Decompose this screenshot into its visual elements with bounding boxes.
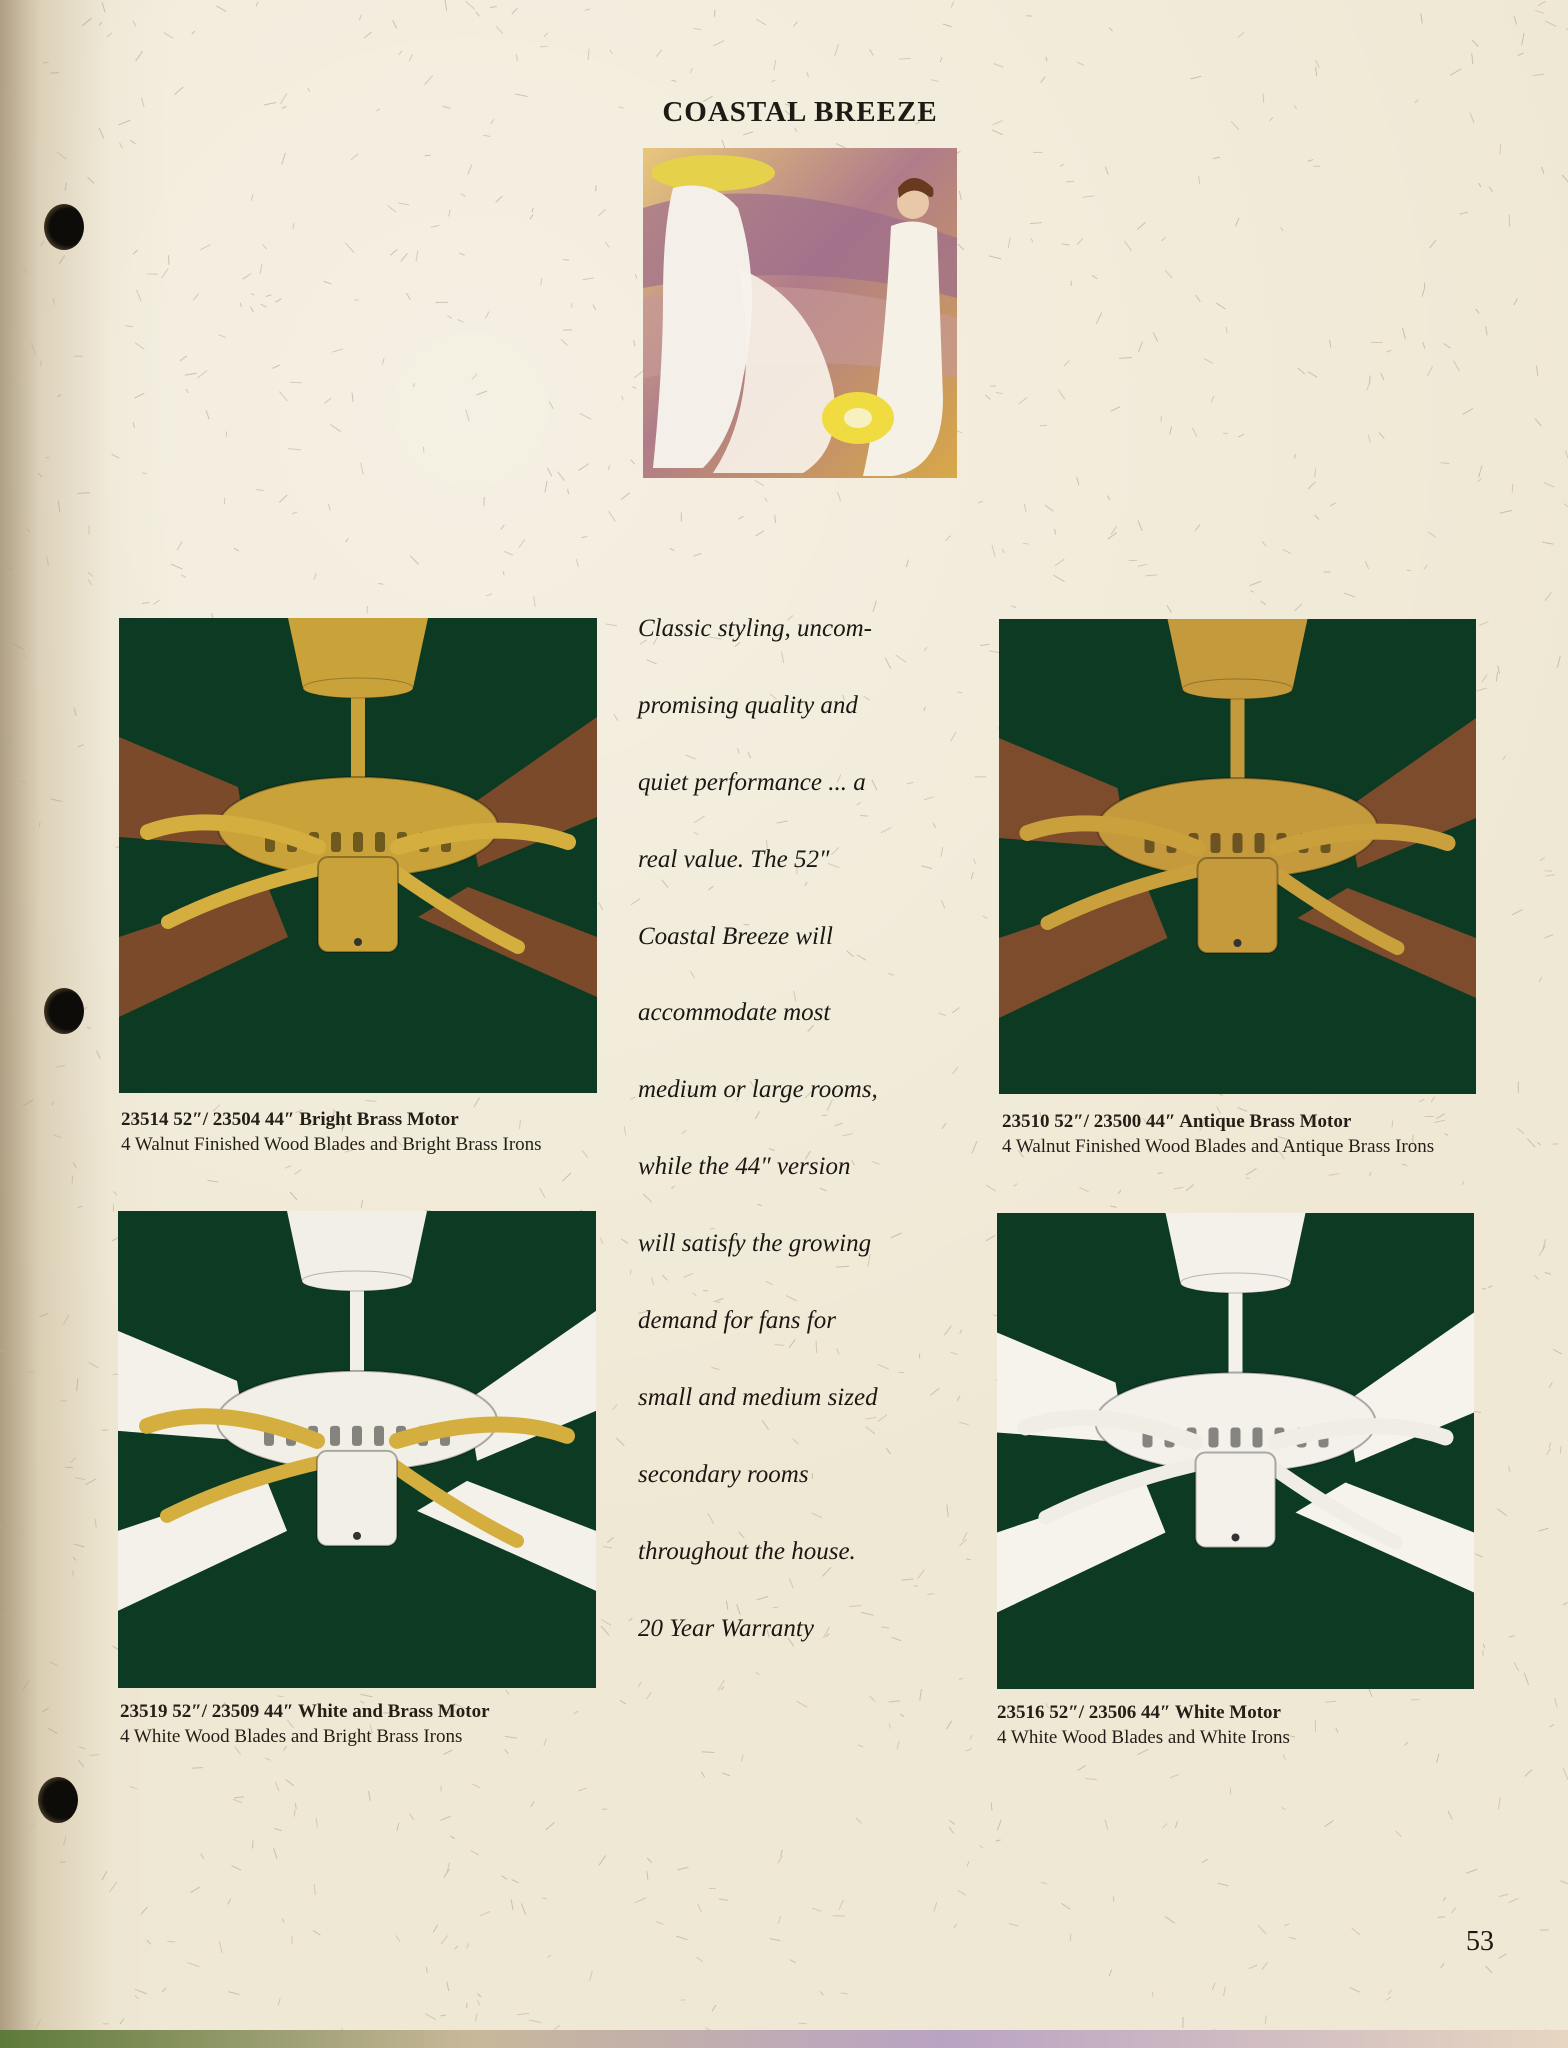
product-caption <box>121 1107 561 1157</box>
product-model: 23516 52″/ 23506 44″ White Motor <box>997 1702 1281 1723</box>
fan-photo-bright-brass <box>119 618 597 1093</box>
body-line: secondary rooms <box>638 1460 809 1488</box>
product-description: 4 White Wood Blades and Bright Brass Irons <box>120 1726 463 1747</box>
page-title: COASTAL BREEZE <box>662 96 938 128</box>
body-line: Coastal Breeze will <box>638 922 833 950</box>
product-model: 23514 52″/ 23504 44″ Bright Brass Motor <box>121 1109 459 1130</box>
body-line: small and medium sized <box>638 1383 878 1411</box>
body-line: will satisfy the growing <box>638 1230 872 1258</box>
product-caption <box>1002 1109 1452 1159</box>
binder-hole <box>44 204 84 250</box>
body-line: real value. The 52″ <box>638 845 830 873</box>
product-description: 4 Walnut Finished Wood Blades and Antique Brass Irons <box>1002 1136 1435 1157</box>
page-number: 53 <box>1466 1926 1494 1957</box>
product-description: 4 White Wood Blades and White Irons <box>997 1727 1290 1748</box>
product-description-copy <box>638 612 968 1688</box>
body-line: quiet performance ... a <box>638 768 866 796</box>
product-caption <box>120 1699 580 1749</box>
body-line: while the 44″ version <box>638 1153 851 1181</box>
body-line: throughout the house. <box>638 1537 856 1565</box>
body-line: medium or large rooms, <box>638 1076 878 1104</box>
body-line: accommodate most <box>638 999 831 1027</box>
warranty-line: 20 Year Warranty <box>638 1614 814 1642</box>
binder-hole <box>44 988 84 1034</box>
product-caption <box>997 1700 1437 1750</box>
body-line: Classic styling, uncom- <box>638 615 873 642</box>
page-edge-strip <box>0 2030 1568 2048</box>
fan-photo-white-and-brass <box>118 1211 596 1688</box>
product-description: 4 Walnut Finished Wood Blades and Bright Brass Irons <box>121 1134 542 1155</box>
body-line: promising quality and <box>638 691 858 719</box>
body-line: demand for fans for <box>638 1307 836 1335</box>
product-model: 23519 52″/ 23509 44″ White and Brass Motor <box>120 1701 490 1722</box>
product-model: 23510 52″/ 23500 44″ Antique Brass Motor <box>1002 1111 1352 1132</box>
beach-painting-image <box>643 148 957 478</box>
binder-hole <box>38 1777 78 1823</box>
fan-photo-white <box>997 1213 1474 1689</box>
fan-photo-antique-brass <box>999 619 1476 1094</box>
